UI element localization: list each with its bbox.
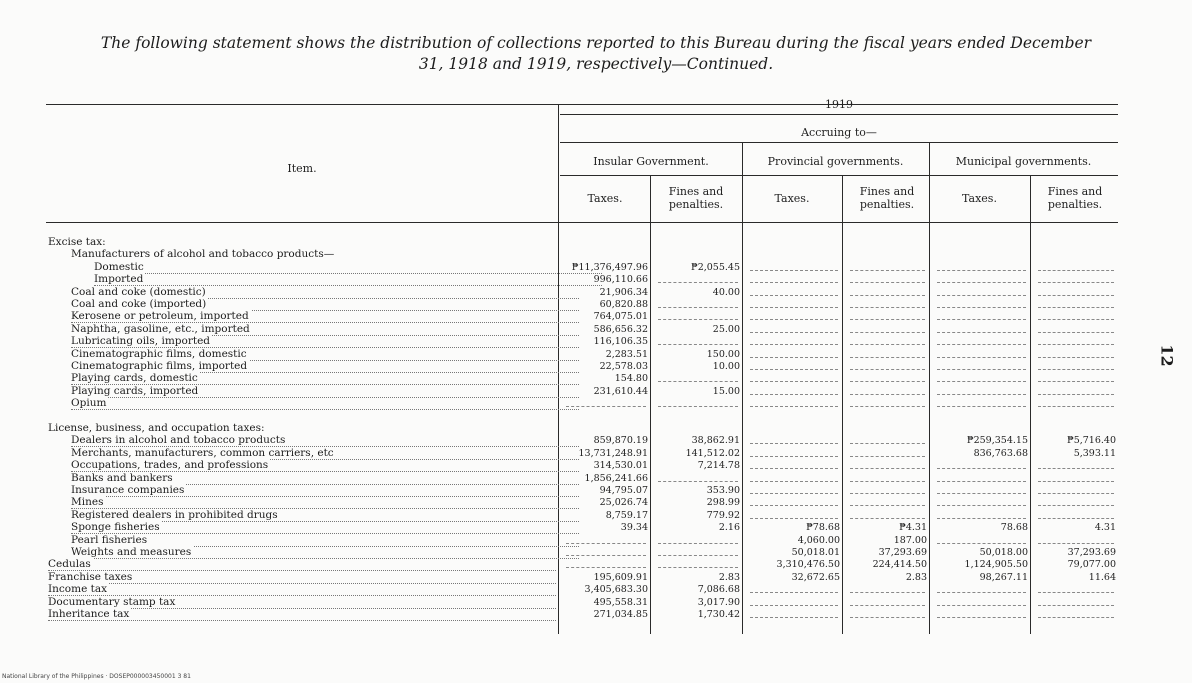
empty-cell-rule bbox=[750, 406, 838, 407]
empty-cell-rule bbox=[750, 456, 838, 457]
row-value: 38,862.91 bbox=[691, 435, 740, 446]
row-label bbox=[48, 423, 556, 434]
empty-cell-rule bbox=[658, 319, 738, 320]
row-value: 1,730.42 bbox=[697, 609, 740, 620]
row-label-text: Documentary stamp tax bbox=[48, 596, 176, 608]
row-value: 50,018.00 bbox=[979, 547, 1028, 558]
row-label-text: Manufacturers of alcohol and tobacco products— bbox=[71, 248, 335, 260]
row-label-text: Banks and bankers bbox=[71, 472, 173, 484]
row-value: 7,214.78 bbox=[697, 460, 740, 471]
empty-cell-rule bbox=[850, 481, 925, 482]
municipal-fines-heading: Fines and penalties. bbox=[1047, 185, 1103, 211]
row-value: 11.64 bbox=[1088, 572, 1116, 583]
empty-cell-rule bbox=[937, 468, 1026, 469]
empty-cell-rule bbox=[937, 543, 1026, 544]
row-value: 4.31 bbox=[1094, 522, 1116, 533]
empty-cell-rule bbox=[850, 456, 925, 457]
row-label-text: Coal and coke (imported) bbox=[71, 298, 207, 310]
row-label bbox=[48, 497, 579, 508]
row-value: 150.00 bbox=[706, 349, 740, 360]
row-value: 94,795.07 bbox=[599, 485, 648, 496]
row-label bbox=[48, 361, 579, 372]
empty-cell-rule bbox=[658, 567, 738, 568]
row-value: 7,086.68 bbox=[697, 584, 740, 595]
row-label-text: Opium bbox=[71, 397, 107, 409]
footer-credit: National Library of the Philippines · DOSEP000003450001 3 81 bbox=[2, 673, 191, 680]
row-value: 764,075.01 bbox=[593, 311, 648, 322]
empty-cell-rule bbox=[1038, 543, 1114, 544]
empty-cell-rule bbox=[937, 394, 1026, 395]
row-label bbox=[48, 572, 556, 583]
leader-dots bbox=[94, 274, 602, 286]
row-label-text: Inheritance tax bbox=[48, 608, 130, 620]
empty-cell-rule bbox=[937, 617, 1026, 618]
empty-cell-rule bbox=[658, 344, 738, 345]
empty-cell-rule bbox=[850, 295, 925, 296]
empty-cell-rule bbox=[937, 295, 1026, 296]
row-value: ₱5,716.40 bbox=[1066, 435, 1116, 446]
row-value: 224,414.50 bbox=[872, 559, 927, 570]
empty-cell-rule bbox=[658, 543, 738, 544]
insular-heading: Insular Government. bbox=[593, 155, 709, 168]
row-label-text: Registered dealers in prohibited drugs bbox=[71, 509, 278, 521]
insular-taxes-heading: Taxes. bbox=[587, 192, 623, 205]
leader-dots bbox=[94, 262, 602, 274]
row-label-text: Naphtha, gasoline, etc., imported bbox=[71, 323, 250, 335]
column-divider bbox=[1030, 175, 1031, 634]
empty-cell-rule bbox=[937, 270, 1026, 271]
empty-cell-rule bbox=[1038, 592, 1114, 593]
row-value: 154.80 bbox=[614, 373, 648, 384]
row-value: 231,610.44 bbox=[593, 386, 648, 397]
empty-cell-rule bbox=[937, 319, 1026, 320]
empty-cell-rule bbox=[1038, 369, 1114, 370]
leader-dots bbox=[71, 497, 579, 509]
empty-cell-rule bbox=[658, 481, 738, 482]
leader-dots bbox=[71, 398, 579, 410]
row-label-text: Mines bbox=[71, 496, 104, 508]
row-value: 1,856,241.66 bbox=[584, 473, 648, 484]
row-value: 187.00 bbox=[893, 535, 927, 546]
empty-cell-rule bbox=[1038, 505, 1114, 506]
empty-cell-rule bbox=[937, 369, 1026, 370]
row-label-text: Weights and measures bbox=[71, 546, 192, 558]
empty-cell-rule bbox=[850, 406, 925, 407]
row-value: 298.99 bbox=[706, 497, 740, 508]
row-label-text: Cedulas bbox=[48, 558, 91, 570]
empty-cell-rule bbox=[658, 381, 738, 382]
empty-cell-rule bbox=[750, 394, 838, 395]
column-divider bbox=[929, 142, 930, 634]
empty-cell-rule bbox=[750, 381, 838, 382]
row-label bbox=[48, 249, 579, 260]
empty-cell-rule bbox=[1038, 481, 1114, 482]
row-value: 1,124,905.50 bbox=[964, 559, 1028, 570]
empty-cell-rule bbox=[750, 332, 838, 333]
empty-cell-rule bbox=[937, 518, 1026, 519]
row-label-text: Pearl fisheries bbox=[71, 534, 148, 546]
row-value: 8,759.17 bbox=[605, 510, 648, 521]
empty-cell-rule bbox=[1038, 357, 1114, 358]
municipal-heading: Municipal governments. bbox=[955, 155, 1092, 168]
empty-cell-rule bbox=[750, 282, 838, 283]
row-label-text: Kerosene or petroleum, imported bbox=[71, 310, 249, 322]
row-label bbox=[48, 398, 579, 409]
empty-cell-rule bbox=[937, 332, 1026, 333]
table-caption bbox=[0, 33, 1192, 75]
empty-cell-rule bbox=[750, 518, 838, 519]
row-label bbox=[48, 460, 579, 471]
empty-cell-rule bbox=[750, 369, 838, 370]
row-label-text: Dealers in alcohol and tobacco products bbox=[71, 434, 286, 446]
empty-cell-rule bbox=[850, 443, 925, 444]
empty-cell-rule bbox=[937, 307, 1026, 308]
empty-cell-rule bbox=[850, 394, 925, 395]
government-rule bbox=[560, 175, 1118, 176]
empty-cell-rule bbox=[566, 406, 646, 407]
row-value: 78.68 bbox=[1000, 522, 1028, 533]
empty-cell-rule bbox=[750, 592, 838, 593]
row-label bbox=[48, 336, 579, 347]
empty-cell-rule bbox=[750, 468, 838, 469]
row-label bbox=[48, 435, 579, 446]
municipal-taxes-heading: Taxes. bbox=[962, 192, 997, 205]
empty-cell-rule bbox=[850, 332, 925, 333]
row-value: 141,512.02 bbox=[685, 448, 740, 459]
row-label-text: Playing cards, imported bbox=[71, 385, 199, 397]
empty-cell-rule bbox=[1038, 332, 1114, 333]
row-value: 195,609.91 bbox=[593, 572, 648, 583]
row-value: 314,530.01 bbox=[593, 460, 648, 471]
row-value: 25.00 bbox=[712, 324, 740, 335]
empty-cell-rule bbox=[937, 282, 1026, 283]
empty-cell-rule bbox=[1038, 493, 1114, 494]
empty-cell-rule bbox=[1038, 605, 1114, 606]
empty-cell-rule bbox=[937, 505, 1026, 506]
row-label bbox=[48, 262, 602, 273]
row-label-text: Coal and coke (domestic) bbox=[71, 286, 206, 298]
empty-cell-rule bbox=[1038, 518, 1114, 519]
empty-cell-rule bbox=[750, 617, 838, 618]
row-value: 25,026.74 bbox=[599, 497, 648, 508]
column-divider bbox=[742, 142, 743, 634]
empty-cell-rule bbox=[937, 406, 1026, 407]
row-value: 3,405,683.30 bbox=[584, 584, 648, 595]
row-label bbox=[48, 349, 579, 360]
row-label-text: Income tax bbox=[48, 583, 108, 595]
row-label bbox=[48, 510, 579, 521]
row-label-text: Occupations, trades, and professions bbox=[71, 459, 269, 471]
row-value: ₱11,376,497.96 bbox=[571, 262, 648, 273]
row-value: 37,293.69 bbox=[1067, 547, 1116, 558]
empty-cell-rule bbox=[1038, 381, 1114, 382]
empty-cell-rule bbox=[937, 357, 1026, 358]
empty-cell-rule bbox=[850, 319, 925, 320]
row-label bbox=[48, 287, 579, 298]
empty-cell-rule bbox=[750, 270, 838, 271]
row-label bbox=[48, 448, 579, 459]
empty-cell-rule bbox=[937, 381, 1026, 382]
empty-cell-rule bbox=[850, 592, 925, 593]
row-label bbox=[48, 584, 556, 595]
accruing-heading: Accruing to— bbox=[801, 126, 877, 139]
row-label-text: Domestic bbox=[94, 261, 144, 273]
row-label bbox=[48, 299, 579, 310]
empty-cell-rule bbox=[658, 406, 738, 407]
page-number: 12 bbox=[1157, 344, 1177, 367]
empty-cell-rule bbox=[1038, 295, 1114, 296]
empty-cell-rule bbox=[1038, 468, 1114, 469]
row-label-text: Merchants, manufacturers, common carriers, etc bbox=[71, 447, 334, 459]
empty-cell-rule bbox=[850, 270, 925, 271]
empty-cell-rule bbox=[1038, 282, 1114, 283]
row-value: ₱4.31 bbox=[899, 522, 927, 533]
row-label-text: Imported bbox=[94, 273, 144, 285]
row-value: 50,018.01 bbox=[791, 547, 840, 558]
row-label-text: Cinematographic films, imported bbox=[71, 360, 248, 372]
empty-cell-rule bbox=[658, 282, 738, 283]
row-value: 40.00 bbox=[712, 287, 740, 298]
row-label-text: Franchise taxes bbox=[48, 571, 133, 583]
insular-fines-heading: Fines and penalties. bbox=[668, 185, 724, 211]
row-value: 271,034.85 bbox=[593, 609, 648, 620]
row-value: 495,558.31 bbox=[593, 597, 648, 608]
row-value: 39.34 bbox=[620, 522, 648, 533]
row-label bbox=[48, 324, 579, 335]
row-label bbox=[48, 535, 579, 546]
accruing-rule bbox=[560, 142, 1118, 143]
row-value: 859,870.19 bbox=[593, 435, 648, 446]
header-bottom-rule bbox=[46, 222, 1118, 223]
row-label bbox=[48, 373, 579, 384]
empty-cell-rule bbox=[850, 493, 925, 494]
year-heading: 1919 bbox=[825, 98, 853, 111]
empty-cell-rule bbox=[1038, 307, 1114, 308]
row-value: ₱2,055.45 bbox=[690, 262, 740, 273]
column-divider bbox=[650, 175, 651, 634]
empty-cell-rule bbox=[750, 295, 838, 296]
empty-cell-rule bbox=[937, 605, 1026, 606]
row-value: 996,110.66 bbox=[593, 274, 648, 285]
row-value: 22,578.03 bbox=[599, 361, 648, 372]
row-value: 37,293.69 bbox=[878, 547, 927, 558]
empty-cell-rule bbox=[1038, 344, 1114, 345]
caption-line-1: The following statement shows the distribution of collections reported to this Bureau during the fiscal years ended December bbox=[100, 34, 1092, 52]
row-label bbox=[48, 609, 556, 620]
provincial-heading: Provincial governments. bbox=[767, 155, 904, 168]
empty-cell-rule bbox=[750, 481, 838, 482]
leader-dots bbox=[48, 559, 556, 571]
row-label bbox=[48, 597, 556, 608]
empty-cell-rule bbox=[566, 555, 646, 556]
item-heading: Item. bbox=[287, 162, 317, 175]
empty-cell-rule bbox=[750, 319, 838, 320]
row-value: 2.83 bbox=[718, 572, 740, 583]
row-value: 779.92 bbox=[706, 510, 740, 521]
row-value: 836,763.68 bbox=[973, 448, 1028, 459]
empty-cell-rule bbox=[1038, 406, 1114, 407]
empty-cell-rule bbox=[850, 518, 925, 519]
empty-cell-rule bbox=[850, 307, 925, 308]
row-label-text: Cinematographic films, domestic bbox=[71, 348, 247, 360]
row-label-text: Excise tax: bbox=[48, 236, 106, 248]
empty-cell-rule bbox=[566, 567, 646, 568]
caption-line-2: 31, 1918 and 1919, respectively—Continued. bbox=[418, 55, 774, 73]
empty-cell-rule bbox=[850, 282, 925, 283]
row-label bbox=[48, 522, 579, 533]
row-label bbox=[48, 559, 556, 570]
row-label bbox=[48, 237, 556, 248]
row-value: 4,060.00 bbox=[797, 535, 840, 546]
empty-cell-rule bbox=[750, 357, 838, 358]
row-label bbox=[48, 386, 579, 397]
column-divider bbox=[842, 175, 843, 634]
row-value: 2.16 bbox=[718, 522, 740, 533]
row-value: 10.00 bbox=[712, 361, 740, 372]
leader-dots bbox=[48, 584, 556, 596]
row-value: 3,017.90 bbox=[697, 597, 740, 608]
row-value: 116,106.35 bbox=[593, 336, 648, 347]
row-label-text: Sponge fisheries bbox=[71, 521, 160, 533]
empty-cell-rule bbox=[1038, 270, 1114, 271]
empty-cell-rule bbox=[750, 307, 838, 308]
empty-cell-rule bbox=[750, 493, 838, 494]
row-value: 98,267.11 bbox=[979, 572, 1028, 583]
row-label bbox=[48, 547, 579, 558]
year-rule bbox=[560, 114, 1118, 115]
empty-cell-rule bbox=[1038, 617, 1114, 618]
row-value: 2,283.51 bbox=[605, 349, 648, 360]
row-label-text: License, business, and occupation taxes: bbox=[48, 422, 265, 434]
row-value: 21,906.34 bbox=[599, 287, 648, 298]
row-label bbox=[48, 311, 579, 322]
empty-cell-rule bbox=[850, 369, 925, 370]
empty-cell-rule bbox=[850, 468, 925, 469]
row-value: 3,310,476.50 bbox=[776, 559, 840, 570]
row-value: 60,820.88 bbox=[599, 299, 648, 310]
empty-cell-rule bbox=[566, 543, 646, 544]
provincial-taxes-heading: Taxes. bbox=[774, 192, 810, 205]
empty-cell-rule bbox=[937, 344, 1026, 345]
empty-cell-rule bbox=[1038, 394, 1114, 395]
row-label-text: Insurance companies bbox=[71, 484, 185, 496]
row-value: ₱78.68 bbox=[806, 522, 840, 533]
row-value: 586,656.32 bbox=[593, 324, 648, 335]
provincial-fines-heading: Fines and penalties. bbox=[859, 185, 915, 211]
row-value: 15.00 bbox=[712, 386, 740, 397]
row-value: 32,672.65 bbox=[791, 572, 840, 583]
empty-cell-rule bbox=[850, 617, 925, 618]
empty-cell-rule bbox=[750, 344, 838, 345]
row-label bbox=[48, 485, 579, 496]
row-label bbox=[48, 473, 579, 484]
empty-cell-rule bbox=[850, 605, 925, 606]
empty-cell-rule bbox=[937, 592, 1026, 593]
row-label-text: Lubricating oils, imported bbox=[71, 335, 211, 347]
empty-cell-rule bbox=[850, 344, 925, 345]
row-label-text: Playing cards, domestic bbox=[71, 372, 198, 384]
row-value: 13,731,248.91 bbox=[578, 448, 648, 459]
empty-cell-rule bbox=[1038, 319, 1114, 320]
row-value: 353.90 bbox=[706, 485, 740, 496]
row-value: ₱259,354.15 bbox=[966, 435, 1028, 446]
empty-cell-rule bbox=[850, 381, 925, 382]
empty-cell-rule bbox=[750, 605, 838, 606]
empty-cell-rule bbox=[850, 505, 925, 506]
empty-cell-rule bbox=[750, 505, 838, 506]
row-label bbox=[48, 274, 602, 285]
row-value: 5,393.11 bbox=[1073, 448, 1116, 459]
empty-cell-rule bbox=[850, 357, 925, 358]
empty-cell-rule bbox=[937, 493, 1026, 494]
row-value: 2.83 bbox=[905, 572, 927, 583]
empty-cell-rule bbox=[658, 555, 738, 556]
empty-cell-rule bbox=[750, 443, 838, 444]
empty-cell-rule bbox=[937, 481, 1026, 482]
empty-cell-rule bbox=[658, 307, 738, 308]
row-value: 79,077.00 bbox=[1067, 559, 1116, 570]
